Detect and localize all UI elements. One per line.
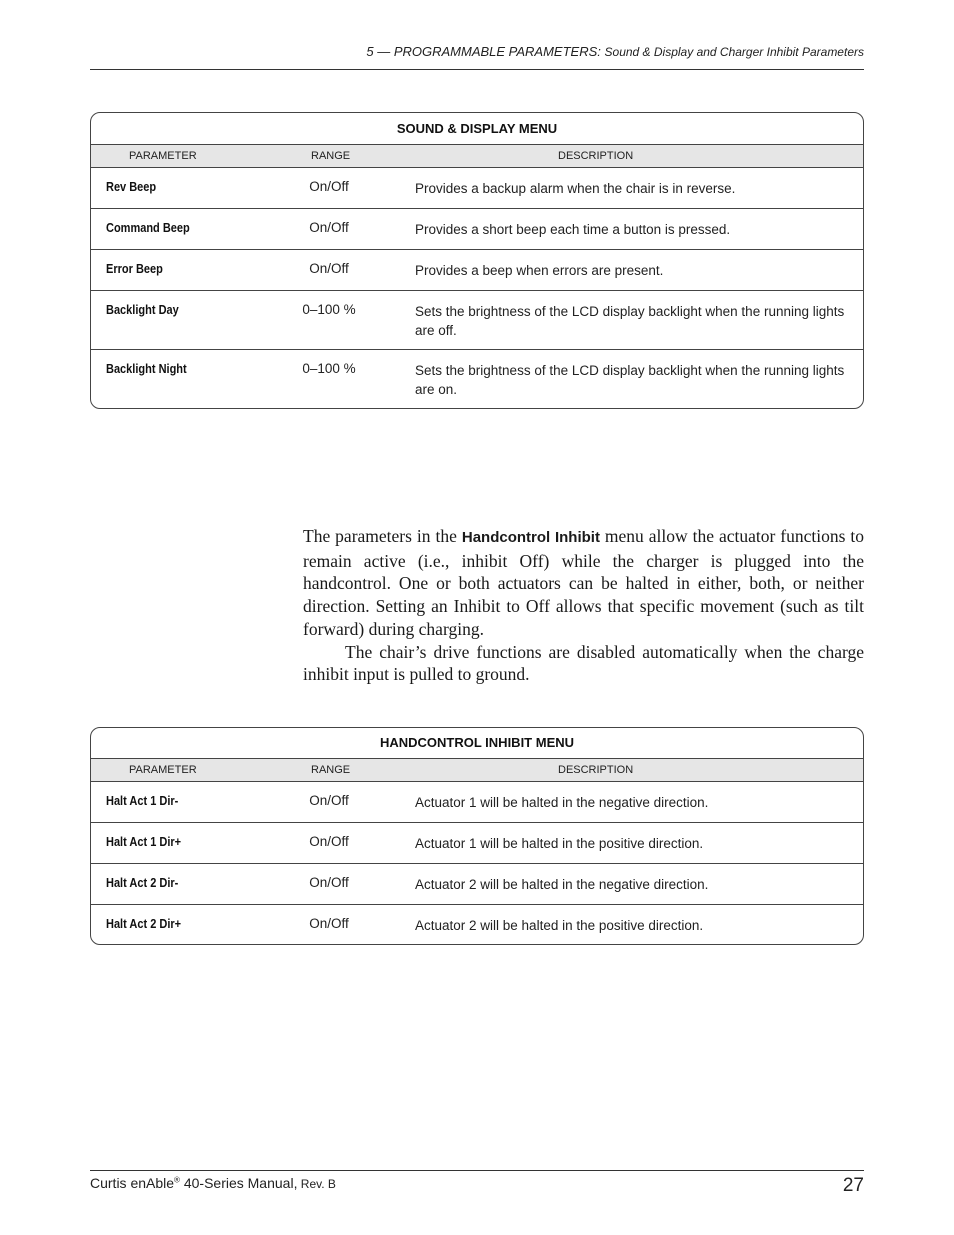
header-chapter: 5 — PROGRAMMABLE PARAMETERS: — [366, 44, 601, 59]
parameter-range: 0–100 % — [302, 361, 356, 376]
column-header-description: DESCRIPTION — [558, 764, 634, 776]
column-header-parameter: PARAMETER — [129, 764, 197, 776]
running-header — [90, 44, 864, 59]
parameter-range: On/Off — [309, 179, 349, 194]
column-header-range: RANGE — [311, 764, 351, 776]
table-row — [91, 168, 863, 209]
parameter-description: Sets the brightness of the LCD display backlight when the running lights are on. — [415, 363, 845, 397]
table-row — [91, 291, 863, 350]
parameter-range: On/Off — [309, 875, 349, 890]
column-header-row — [91, 759, 863, 782]
table-row — [91, 823, 863, 864]
parameter-name: Rev Beep — [106, 180, 157, 194]
parameter-range: On/Off — [309, 261, 349, 276]
footer-rule — [90, 1170, 864, 1171]
body-text — [303, 525, 864, 686]
parameter-name: Halt Act 2 Dir- — [106, 876, 179, 890]
footer-revision: Rev. B — [297, 1177, 336, 1191]
paragraph-text: The parameters in the — [303, 526, 462, 546]
column-header-row — [91, 145, 863, 168]
parameter-description: Provides a short beep each time a button is pressed. — [415, 222, 731, 237]
parameter-range: On/Off — [309, 916, 349, 931]
parameter-range: On/Off — [309, 834, 349, 849]
footer-series: 40-Series Manual, — [179, 1175, 298, 1191]
page-number: 27 — [842, 1175, 864, 1196]
header-section: Sound & Display and Charger Inhibit Parameters — [604, 45, 864, 59]
parameter-name: Backlight Day — [106, 303, 179, 317]
parameter-description: Provides a beep when errors are present. — [415, 263, 664, 278]
table-row — [91, 250, 863, 291]
footer-manual-title — [90, 1175, 336, 1191]
menu-term: Handcontrol Inhibit — [461, 529, 600, 546]
registered-mark: ® — [174, 1175, 180, 1185]
sound-display-menu-table — [90, 112, 864, 409]
footer-manual-name: Curtis enAble — [90, 1175, 175, 1191]
parameter-description: Actuator 1 will be halted in the negative direction. — [415, 795, 709, 810]
paragraph-inhibit-intro — [303, 525, 864, 641]
parameter-description: Provides a backup alarm when the chair is in reverse. — [415, 181, 736, 196]
table-row — [91, 864, 863, 905]
parameter-name: Command Beep — [106, 221, 190, 235]
parameter-range: On/Off — [309, 220, 349, 235]
parameter-description: Actuator 1 will be halted in the positive direction. — [415, 836, 704, 851]
column-header-range: RANGE — [311, 150, 351, 162]
table-row — [91, 905, 863, 944]
parameter-description: Actuator 2 will be halted in the positive direction. — [415, 918, 704, 933]
table-row — [91, 782, 863, 823]
parameter-name: Halt Act 1 Dir+ — [106, 835, 182, 849]
parameter-range: On/Off — [309, 793, 349, 808]
paragraph-drive-functions: The chair’s drive functions are disabled automatically when the charge inhibit input is pulled to ground. — [303, 641, 864, 685]
parameter-range: 0–100 % — [302, 302, 356, 317]
table-title: SOUND & DISPLAY MENU — [91, 113, 863, 145]
parameter-description: Actuator 2 will be halted in the negative direction. — [415, 877, 709, 892]
table-row — [91, 209, 863, 250]
parameter-name: Backlight Night — [106, 362, 187, 376]
parameter-name: Error Beep — [106, 262, 163, 276]
handcontrol-inhibit-menu-table — [90, 727, 864, 945]
column-header-description: DESCRIPTION — [558, 150, 634, 162]
table-row — [91, 350, 863, 408]
column-header-parameter: PARAMETER — [129, 150, 197, 162]
parameter-description: Sets the brightness of the LCD display backlight when the running lights are off. — [415, 304, 845, 338]
paragraph-text: menu allow the actuator functions to remain active (i.e., inhibit Off) while the charger is plugged into the handcontrol. One or both actuators can be halted in either, both, or neither direction. Setting an Inhibit to Off allows that specific movement (such as tilt forward) during charging. — [303, 526, 865, 639]
parameter-name: Halt Act 1 Dir- — [106, 794, 179, 808]
header-rule — [90, 69, 864, 70]
parameter-name: Halt Act 2 Dir+ — [106, 917, 182, 931]
table-title: HANDCONTROL INHIBIT MENU — [91, 728, 863, 759]
